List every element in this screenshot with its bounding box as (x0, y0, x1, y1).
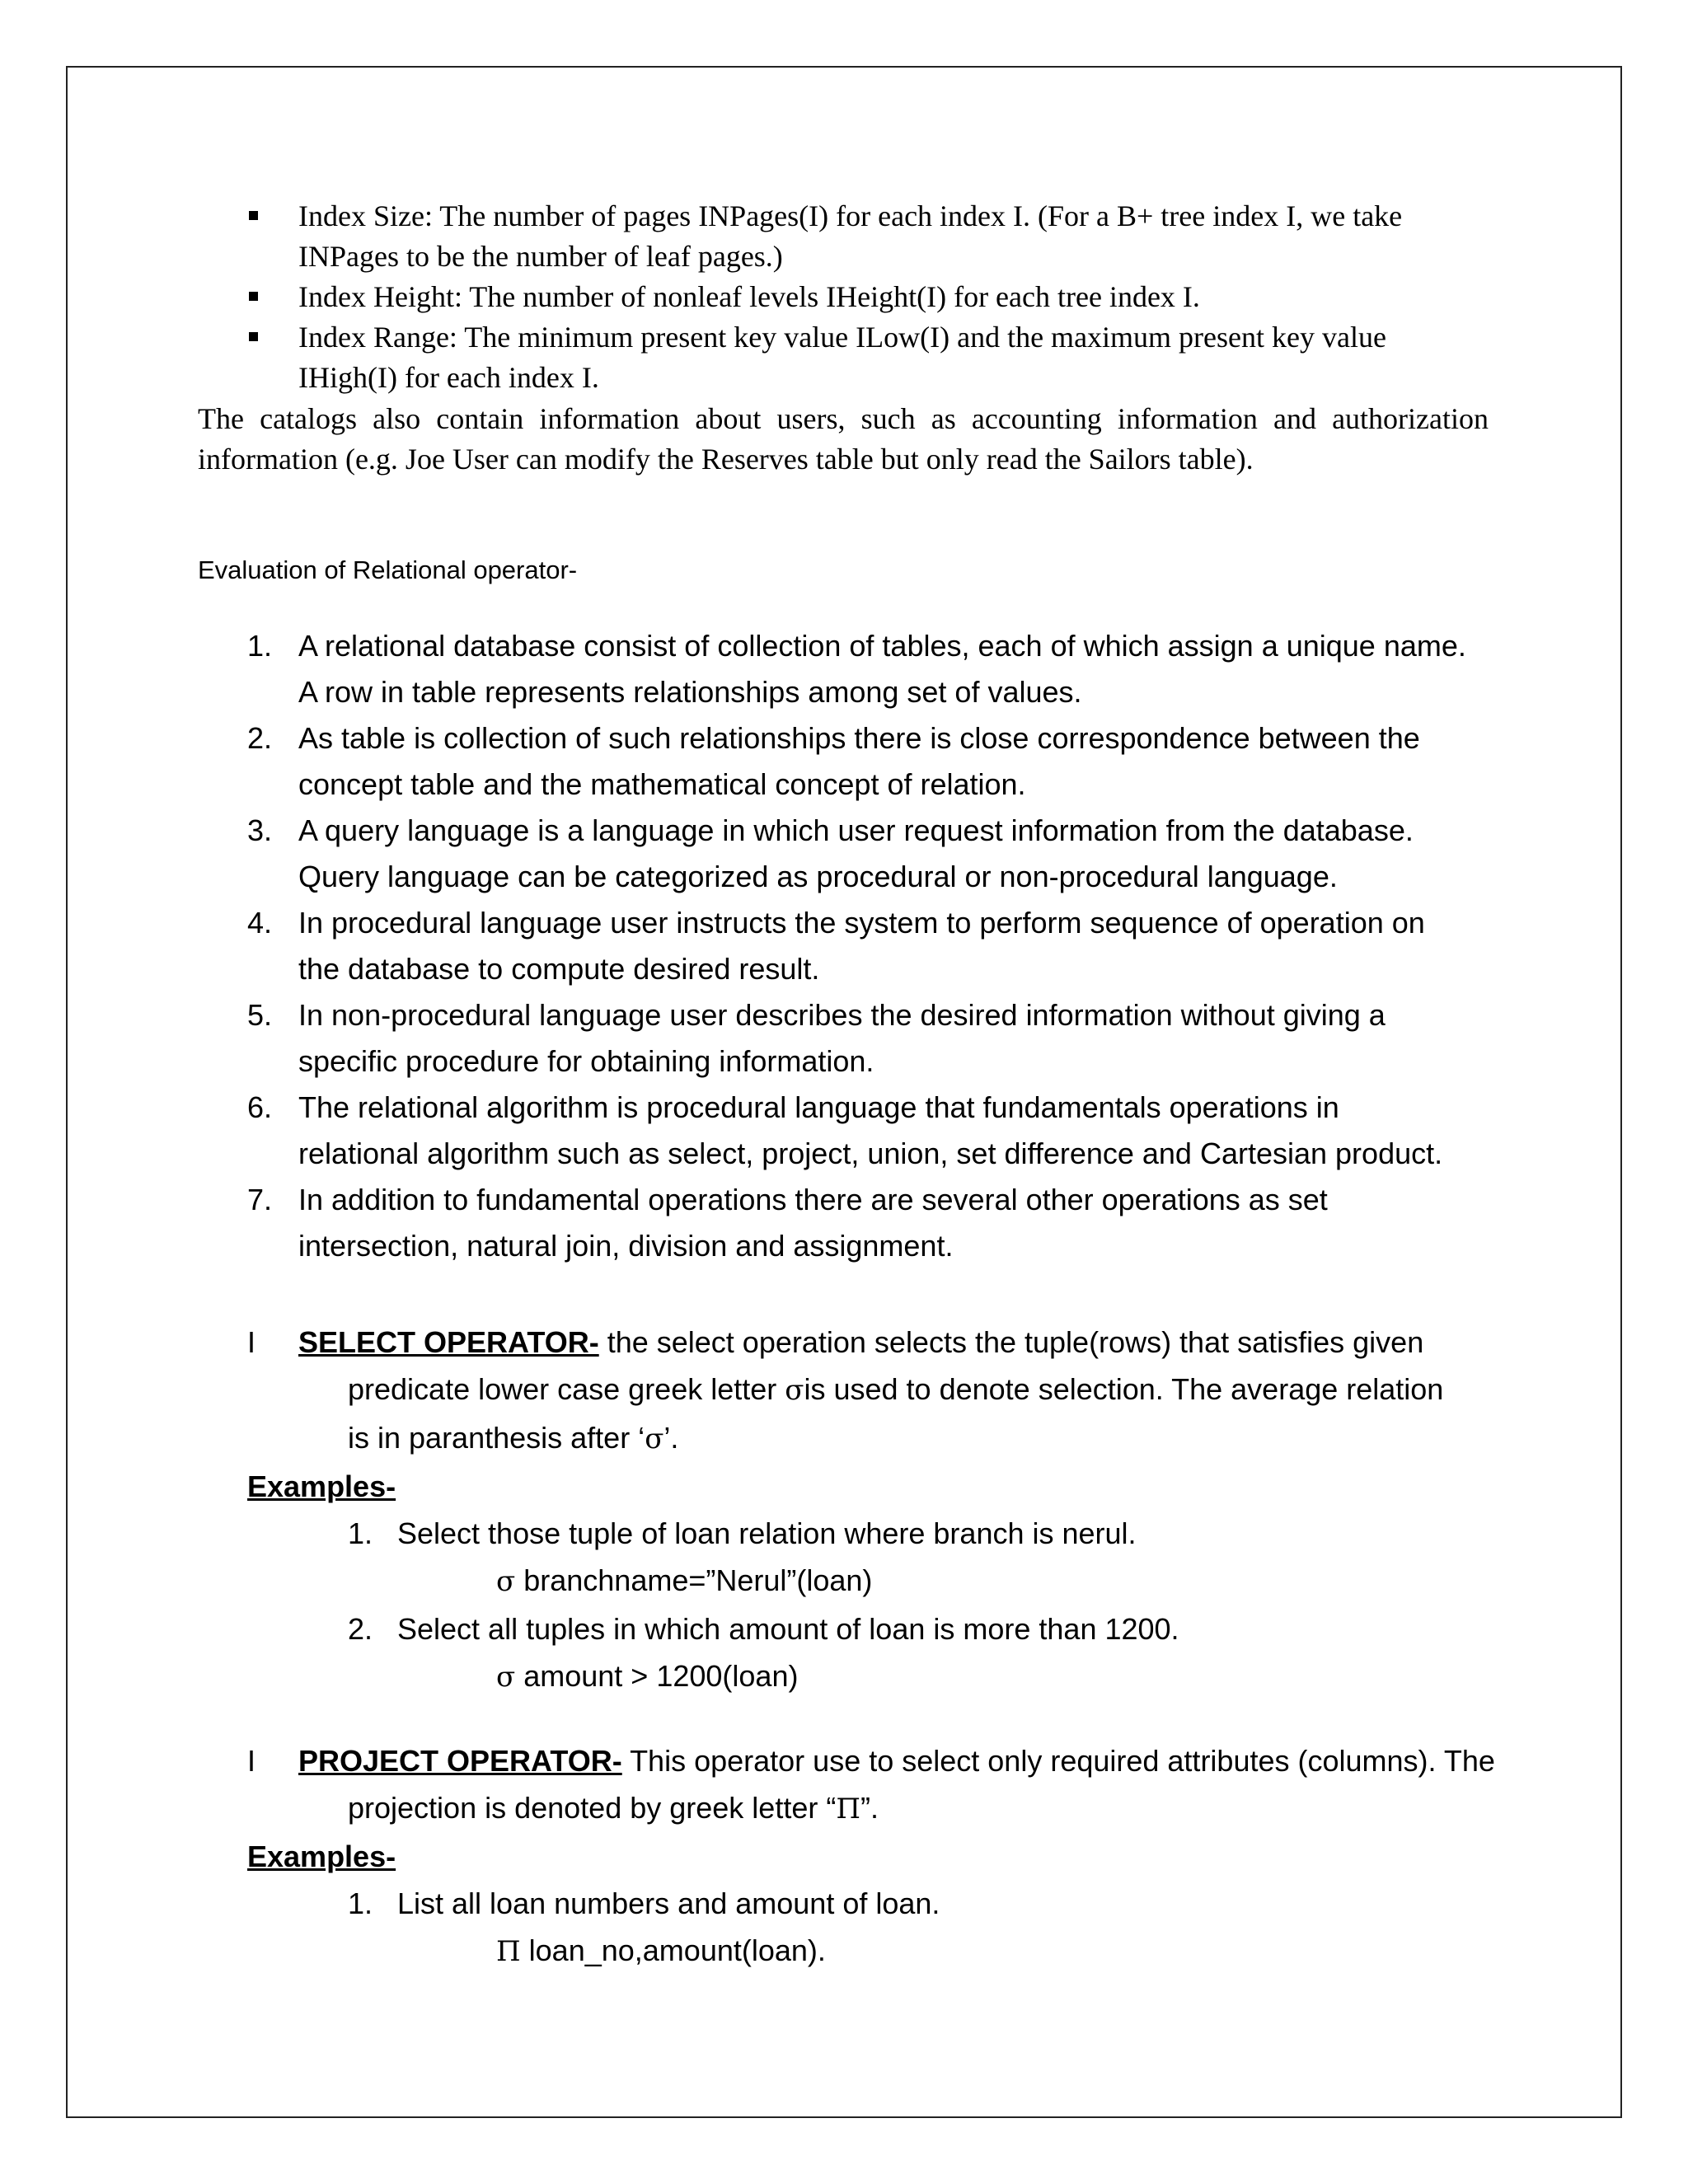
sigma-symbol: σ (645, 1422, 664, 1455)
list-text-cont: intersection, natural join, division and assignment. (298, 1229, 954, 1263)
pi-symbol: Π (496, 1935, 521, 1968)
list-text: A relational database consist of collection of tables, each of which assign a unique name. (298, 629, 1466, 663)
section-marker: I (247, 1744, 256, 1778)
project-operator-line (198, 1737, 1500, 1784)
sigma-symbol: σ (496, 1661, 516, 1694)
example-number: 2. (348, 1612, 373, 1646)
example-number: 1. (348, 1516, 373, 1550)
examples-label: Examples- (247, 1469, 396, 1503)
list-number: 1. (247, 629, 273, 663)
example-number: 1. (348, 1886, 373, 1920)
list-text: In procedural language user instructs the system to perform sequence of operation on (298, 906, 1425, 940)
select-operator-line (198, 1319, 1500, 1366)
select-desc-text: predicate lower case greek letter (348, 1372, 785, 1406)
project-desc-text: projection is denoted by greek letter “ (348, 1791, 837, 1825)
example-item (198, 1510, 1500, 1557)
select-description-cont (198, 1414, 1500, 1463)
list-number: 6. (247, 1090, 273, 1124)
formula-text: branchname=”Nerul”(loan) (515, 1563, 873, 1597)
example-item (198, 1880, 1500, 1927)
list-text-cont: Query language can be categorized as procedural or non-procedural language. (298, 860, 1338, 893)
list-item (247, 715, 1533, 808)
formula-text: loan_no,amount(loan). (520, 1933, 826, 1967)
project-operator-title: PROJECT OPERATOR- (298, 1744, 622, 1778)
list-item (247, 623, 1533, 715)
bullet-text-cont: IHigh(I) for each index I. (298, 361, 599, 394)
list-text-cont: A row in table represents relationships among set of values. (298, 675, 1082, 709)
bullet-text: Index Height: The number of nonleaf levels IHeight(I) for each tree index I. (298, 280, 1200, 313)
relational-points-list (247, 623, 1533, 1269)
section-marker: I (247, 1325, 256, 1359)
select-operator-title: SELECT OPERATOR- (298, 1325, 599, 1359)
sigma-symbol: σ (785, 1374, 804, 1407)
square-bullet-icon (249, 292, 258, 301)
index-stats-list (247, 196, 1500, 398)
select-operator-section (198, 1319, 1500, 1701)
square-bullet-icon (249, 332, 258, 341)
list-text: A query language is a language in which user request information from the database. (298, 813, 1414, 847)
bullet-text-cont: INPages to be the number of leaf pages.) (298, 240, 783, 273)
section-heading: Evaluation of Relational operator- (198, 555, 578, 584)
list-text-cont: relational algorithm such as select, project, union, set difference and Cartesian product. (298, 1137, 1443, 1170)
select-desc-text: is used to denote selection. The average relation (804, 1372, 1444, 1406)
example-formula (198, 1927, 1500, 1975)
select-desc-text: ’. (663, 1421, 679, 1455)
example-item (198, 1605, 1500, 1652)
list-number: 4. (247, 906, 273, 940)
examples-label: Examples- (247, 1840, 396, 1873)
bullet-text: Index Size: The number of pages INPages(I) for each index I. (For a B+ tree index I, we take (298, 199, 1403, 232)
list-number: 5. (247, 998, 273, 1032)
list-text-cont: the database to compute desired result. (298, 952, 820, 986)
project-operator-section (198, 1737, 1500, 1975)
list-number: 2. (247, 721, 273, 755)
select-desc-text: is in paranthesis after ‘ (348, 1421, 645, 1455)
list-text: As table is collection of such relationships there is close correspondence between the (298, 721, 1420, 755)
list-number: 7. (247, 1183, 273, 1216)
example-formula (198, 1652, 1500, 1701)
list-item (247, 808, 1533, 900)
list-item (247, 1085, 1533, 1177)
list-text-cont: concept table and the mathematical concept of relation. (298, 767, 1026, 801)
example-text: List all loan numbers and amount of loan. (397, 1886, 940, 1920)
list-text: The relational algorithm is procedural language that fundamentals operations in (298, 1090, 1339, 1124)
pi-symbol: Π (836, 1793, 860, 1825)
bullet-text: Index Range: The minimum present key value ILow(I) and the maximum present key value (298, 321, 1386, 354)
list-number: 3. (247, 813, 273, 847)
catalog-paragraph: The catalogs also contain information about users, such as accounting information and authorization information (e.g. Joe User can modify the Reserves table but only read the Sailors table). (198, 402, 1489, 476)
project-desc-text: ”. (860, 1791, 879, 1825)
list-text: In non-procedural language user describes the desired information without giving a (298, 998, 1386, 1032)
example-text: Select those tuple of loan relation where branch is nerul. (397, 1516, 1137, 1550)
formula-text: amount > 1200(loan) (515, 1659, 799, 1693)
square-bullet-icon (249, 211, 258, 220)
list-item (247, 1177, 1533, 1269)
sigma-symbol: σ (496, 1565, 516, 1598)
example-formula (198, 1557, 1500, 1605)
bullet-item (247, 277, 1500, 317)
list-text-cont: specific procedure for obtaining information. (298, 1044, 874, 1078)
select-description: the select operation selects the tuple(rows) that satisfies given (598, 1325, 1424, 1359)
bullet-item (247, 317, 1500, 398)
project-description-cont (198, 1784, 1500, 1833)
list-item (247, 900, 1533, 992)
example-text: Select all tuples in which amount of loan is more than 1200. (397, 1612, 1179, 1646)
select-description-cont (198, 1366, 1500, 1414)
bullet-item (247, 196, 1500, 277)
list-text: In addition to fundamental operations there are several other operations as set (298, 1183, 1328, 1216)
project-description: This operator use to select only required attributes (columns). The (621, 1744, 1495, 1778)
list-item (247, 992, 1533, 1085)
